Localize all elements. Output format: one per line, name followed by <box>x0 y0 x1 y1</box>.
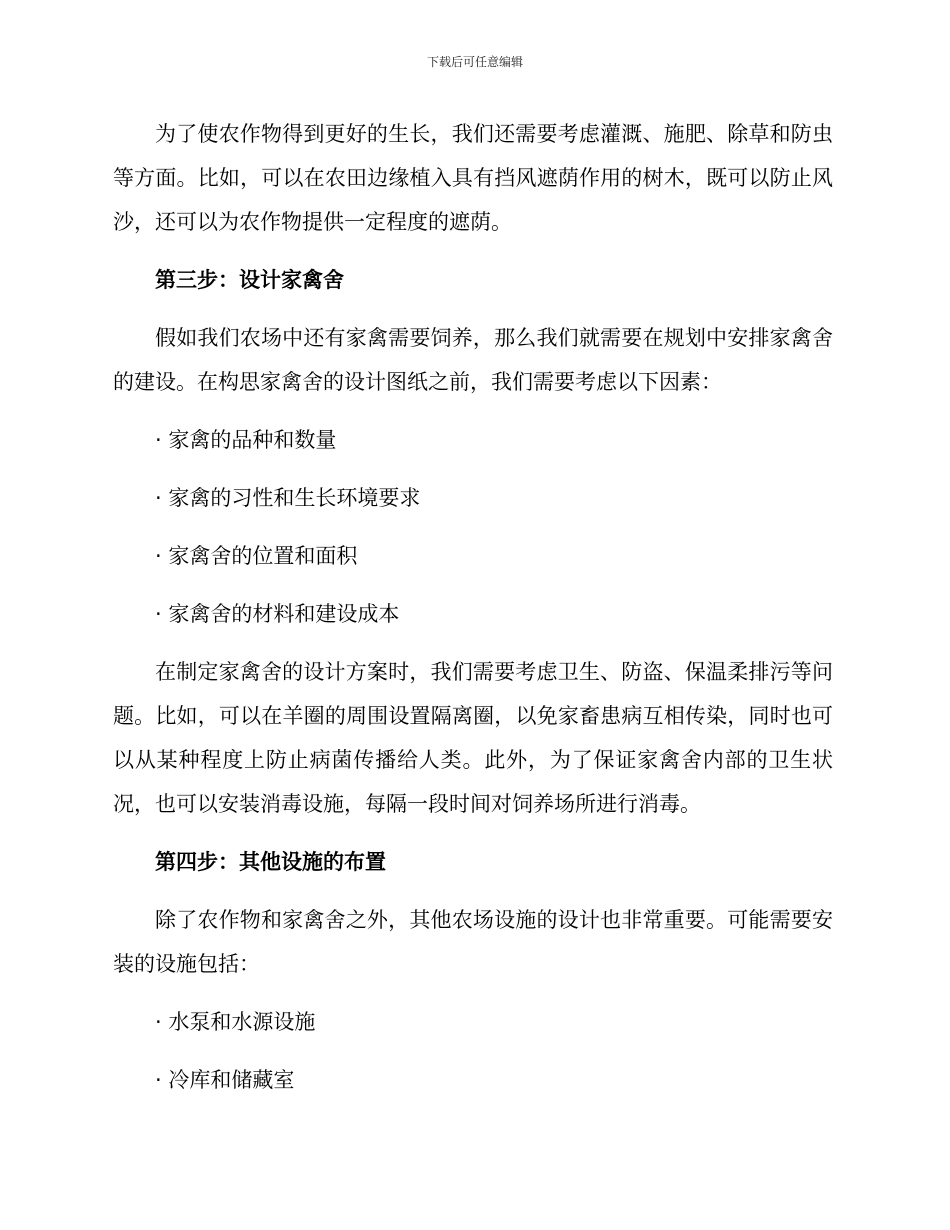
list-item-factor: · 家禽舍的位置和面积 <box>155 544 358 568</box>
spacer <box>113 462 833 476</box>
heading-step-three: 第三步：设计家禽舍 <box>155 268 344 292</box>
heading-step-four: 第四步：其他设施的布置 <box>155 850 386 874</box>
spacer <box>113 302 833 316</box>
spacer <box>113 884 833 898</box>
spacer <box>113 520 833 534</box>
paragraph-irrigation: 为了使农作物得到更好的生长，我们还需要考虑灌溉、施肥、除草和防虫等方面。比如，可以在农田边缘植入具有挡风遮荫作用的树木，既可以防止风沙，还可以为农作物提供一定程度的遮荫。 <box>113 122 833 234</box>
spacer <box>113 986 833 1000</box>
paragraph-other-facilities: 除了农作物和家禽舍之外，其他农场设施的设计也非常重要。可能需要安装的设施包括： <box>113 908 833 976</box>
spacer <box>113 578 833 592</box>
list-item-factor: · 家禽舍的材料和建设成本 <box>155 602 400 626</box>
list-item-factor: · 家禽的品种和数量 <box>155 428 337 452</box>
spacer <box>113 404 833 418</box>
list-item-factor: · 家禽的习性和生长环境要求 <box>155 486 421 510</box>
spacer <box>113 244 833 258</box>
list-item-facility: · 水泵和水源设施 <box>155 1010 316 1034</box>
page-header: 下载后可任意编辑 <box>426 55 523 69</box>
spacer <box>113 826 833 840</box>
document-body <box>113 112 833 1102</box>
paragraph-poultry-intro: 假如我们农场中还有家禽需要饲养，那么我们就需要在规划中安排家禽舍的建设。在构思家禽舍的设计图纸之前，我们需要考虑以下因素： <box>113 326 833 394</box>
paragraph-poultry-design: 在制定家禽舍的设计方案时，我们需要考虑卫生、防盗、保温柔排污等问题。比如，可以在羊圈的周围设置隔离圈，以免家畜患病互相传染，同时也可以从某种程度上防止病菌传播给人类。此外，为了保证家禽舍内部的卫生状况，也可以安装消毒设施，每隔一段时间对饲养场所进行消毒。 <box>113 660 833 816</box>
spacer <box>113 636 833 650</box>
spacer <box>113 1044 833 1058</box>
list-item-facility: · 冷库和储藏室 <box>155 1068 295 1092</box>
